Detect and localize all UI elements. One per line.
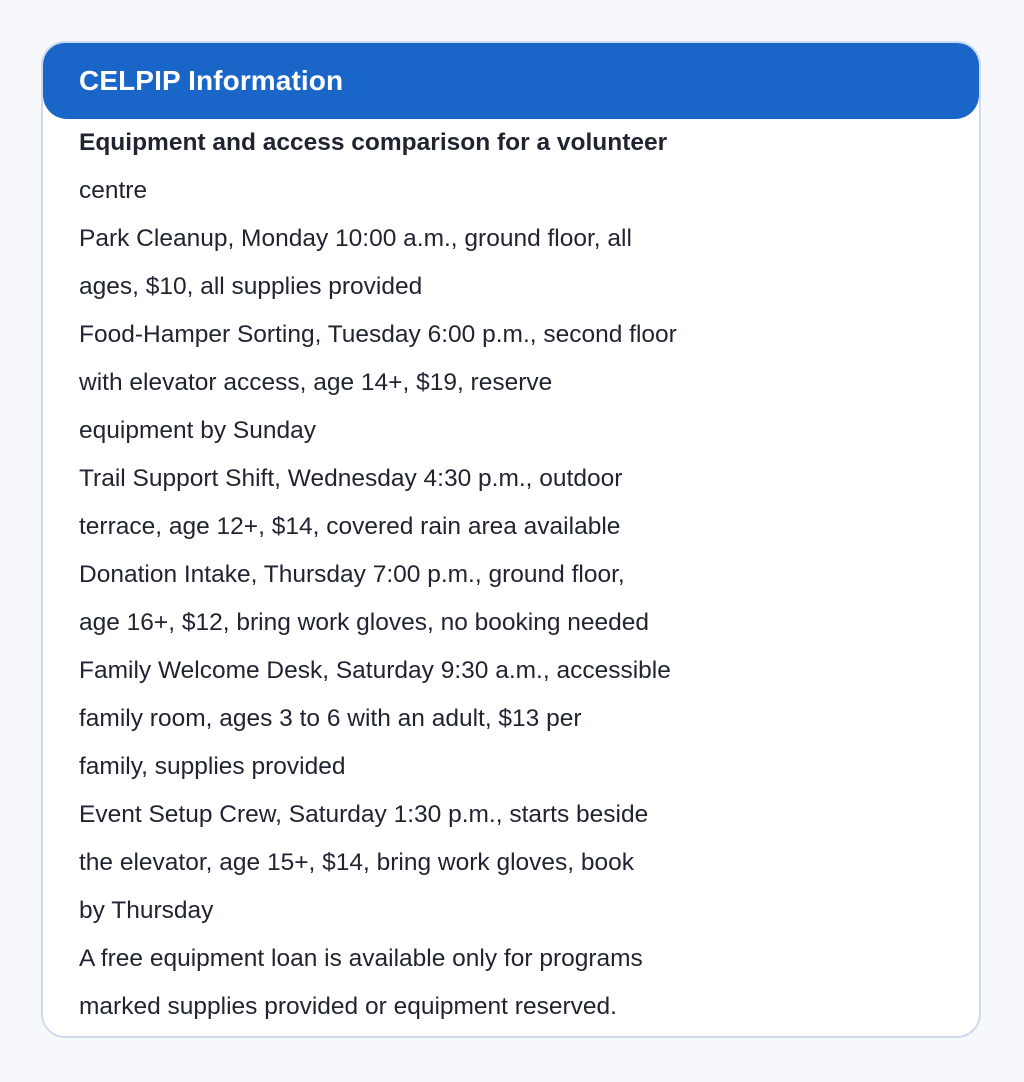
program-event-setup-line-1: Event Setup Crew, Saturday 1:30 p.m., starts beside [79,801,649,828]
program-family-welcome-line-2: family room, ages 3 to 6 with an adult, $13 per [79,705,582,732]
info-card [41,41,981,1038]
program-park-cleanup-line-1: Park Cleanup, Monday 10:00 a.m., ground floor, all [79,225,632,252]
program-food-hamper-line-3: equipment by Sunday [79,417,316,444]
program-food-hamper-line-1: Food-Hamper Sorting, Tuesday 6:00 p.m., second floor [79,321,677,348]
card-header [43,43,979,119]
footnote-line-2: marked supplies provided or equipment reserved. [79,993,617,1020]
program-family-welcome-line-3: family, supplies provided [79,753,346,780]
footnote-line-1: A free equipment loan is available only for programs [79,945,643,972]
card-title: CELPIP Information [79,65,344,96]
program-donation-intake-line-1: Donation Intake, Thursday 7:00 p.m., ground floor, [79,561,625,588]
program-family-welcome-line-1: Family Welcome Desk, Saturday 9:30 a.m., accessible [79,657,671,684]
program-food-hamper-line-2: with elevator access, age 14+, $19, reserve [79,369,553,396]
program-event-setup-line-2: the elevator, age 15+, $14, bring work gloves, book [79,849,635,876]
card-subtitle-line-1: Equipment and access comparison for a volunteer [79,129,668,156]
card-body [43,119,779,1031]
card-subtitle-line-2: centre [79,177,148,204]
program-park-cleanup-line-2: ages, $10, all supplies provided [79,273,423,300]
program-trail-support-line-2: terrace, age 12+, $14, covered rain area available [79,513,621,540]
program-event-setup-line-3: by Thursday [79,897,214,924]
program-trail-support-line-1: Trail Support Shift, Wednesday 4:30 p.m., outdoor [79,465,623,492]
program-donation-intake-line-2: age 16+, $12, bring work gloves, no booking needed [79,609,650,636]
